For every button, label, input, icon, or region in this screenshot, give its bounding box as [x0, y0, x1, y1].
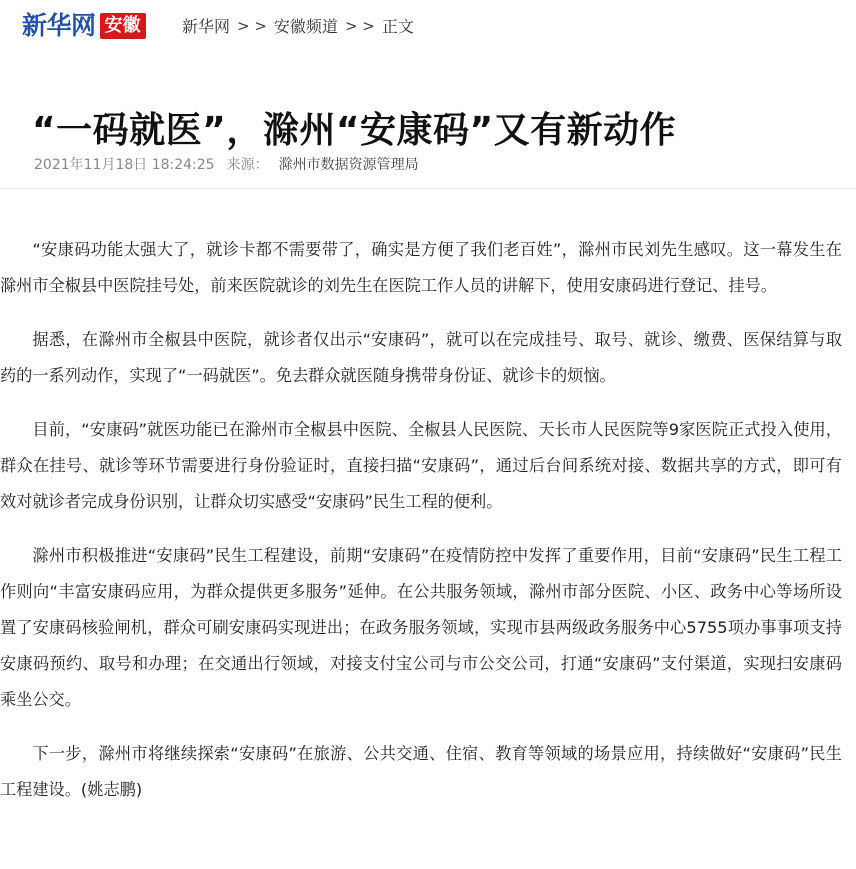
source-label: 来源：	[226, 157, 269, 173]
article-paragraph: 目前，“安康码”就医功能已在滁州市全椒县中医院、全椒县人民医院、天长市人民医院等9家医院正式投入使用，群众在挂号、就诊等环节需要进行身份验证时，直接扫描“安康码”，通过后台间系统对接、数据共享的方式，即可有效对就诊者完成身份识别，让群众切实感受“安康码”民生工程的便利。	[0, 420, 842, 511]
breadcrumb-separator: > >	[237, 16, 267, 35]
site-header	[0, 0, 856, 52]
header-divider	[0, 188, 856, 189]
article-paragraph: 下一步，滁州市将继续探索“安康码”在旅游、公共交通、住宿、教育等领域的场景应用，持续做好“安康码”民生工程建设。(姚志鹏)	[0, 744, 842, 799]
article-title: “一码就医”，滁州“安康码”又有新动作	[32, 110, 677, 152]
site-logo[interactable]	[22, 10, 146, 42]
publish-datetime: 2021年11月18日 18:24:25	[34, 157, 215, 173]
article-body	[0, 232, 842, 826]
logo-text[interactable]: 新华网	[22, 11, 96, 40]
breadcrumb-channel-link[interactable]: 安徽频道	[273, 17, 338, 36]
article-meta	[34, 154, 419, 174]
region-badge[interactable]: 安徽	[100, 13, 146, 39]
breadcrumb	[182, 14, 414, 37]
source-name: 滁州市数据资源管理局	[278, 157, 419, 173]
article-paragraph: 滁州市积极推进“安康码”民生工程建设，前期“安康码”在疫情防控中发挥了重要作用，目前“安康码”民生工程工作则向“丰富安康码应用，为群众提供更多服务”延伸。在公共服务领域，滁州市部分医院、小区、政务中心等场所设置了安康码核验闸机，群众可刷安康码实现进出；在政务服务领域，实现市县两级政务服务中心5755项办事事项支持安康码预约、取号和办理；在交通出行领域，对接支付宝公司与市公交公司，打通“安康码”支付渠道，实现扫安康码乘坐公交。	[0, 546, 842, 709]
breadcrumb-separator: > >	[344, 16, 375, 35]
article-paragraph: 据悉，在滁州市全椒县中医院，就诊者仅出示“安康码”，就可以在完成挂号、取号、就诊、缴费、医保结算与取药的一系列动作，实现了“一码就医”。免去群众就医随身携带身份证、就诊卡的烦恼。	[0, 330, 842, 385]
breadcrumb-home-link[interactable]: 新华网	[182, 17, 231, 36]
breadcrumb-current: 正文	[381, 17, 414, 36]
article-paragraph: “安康码功能太强大了，就诊卡都不需要带了，确实是方便了我们老百姓”，滁州市民刘先生感叹。这一幕发生在滁州市全椒县中医院挂号处，前来医院就诊的刘先生在医院工作人员的讲解下，使用安康码进行登记、挂号。	[0, 240, 842, 295]
